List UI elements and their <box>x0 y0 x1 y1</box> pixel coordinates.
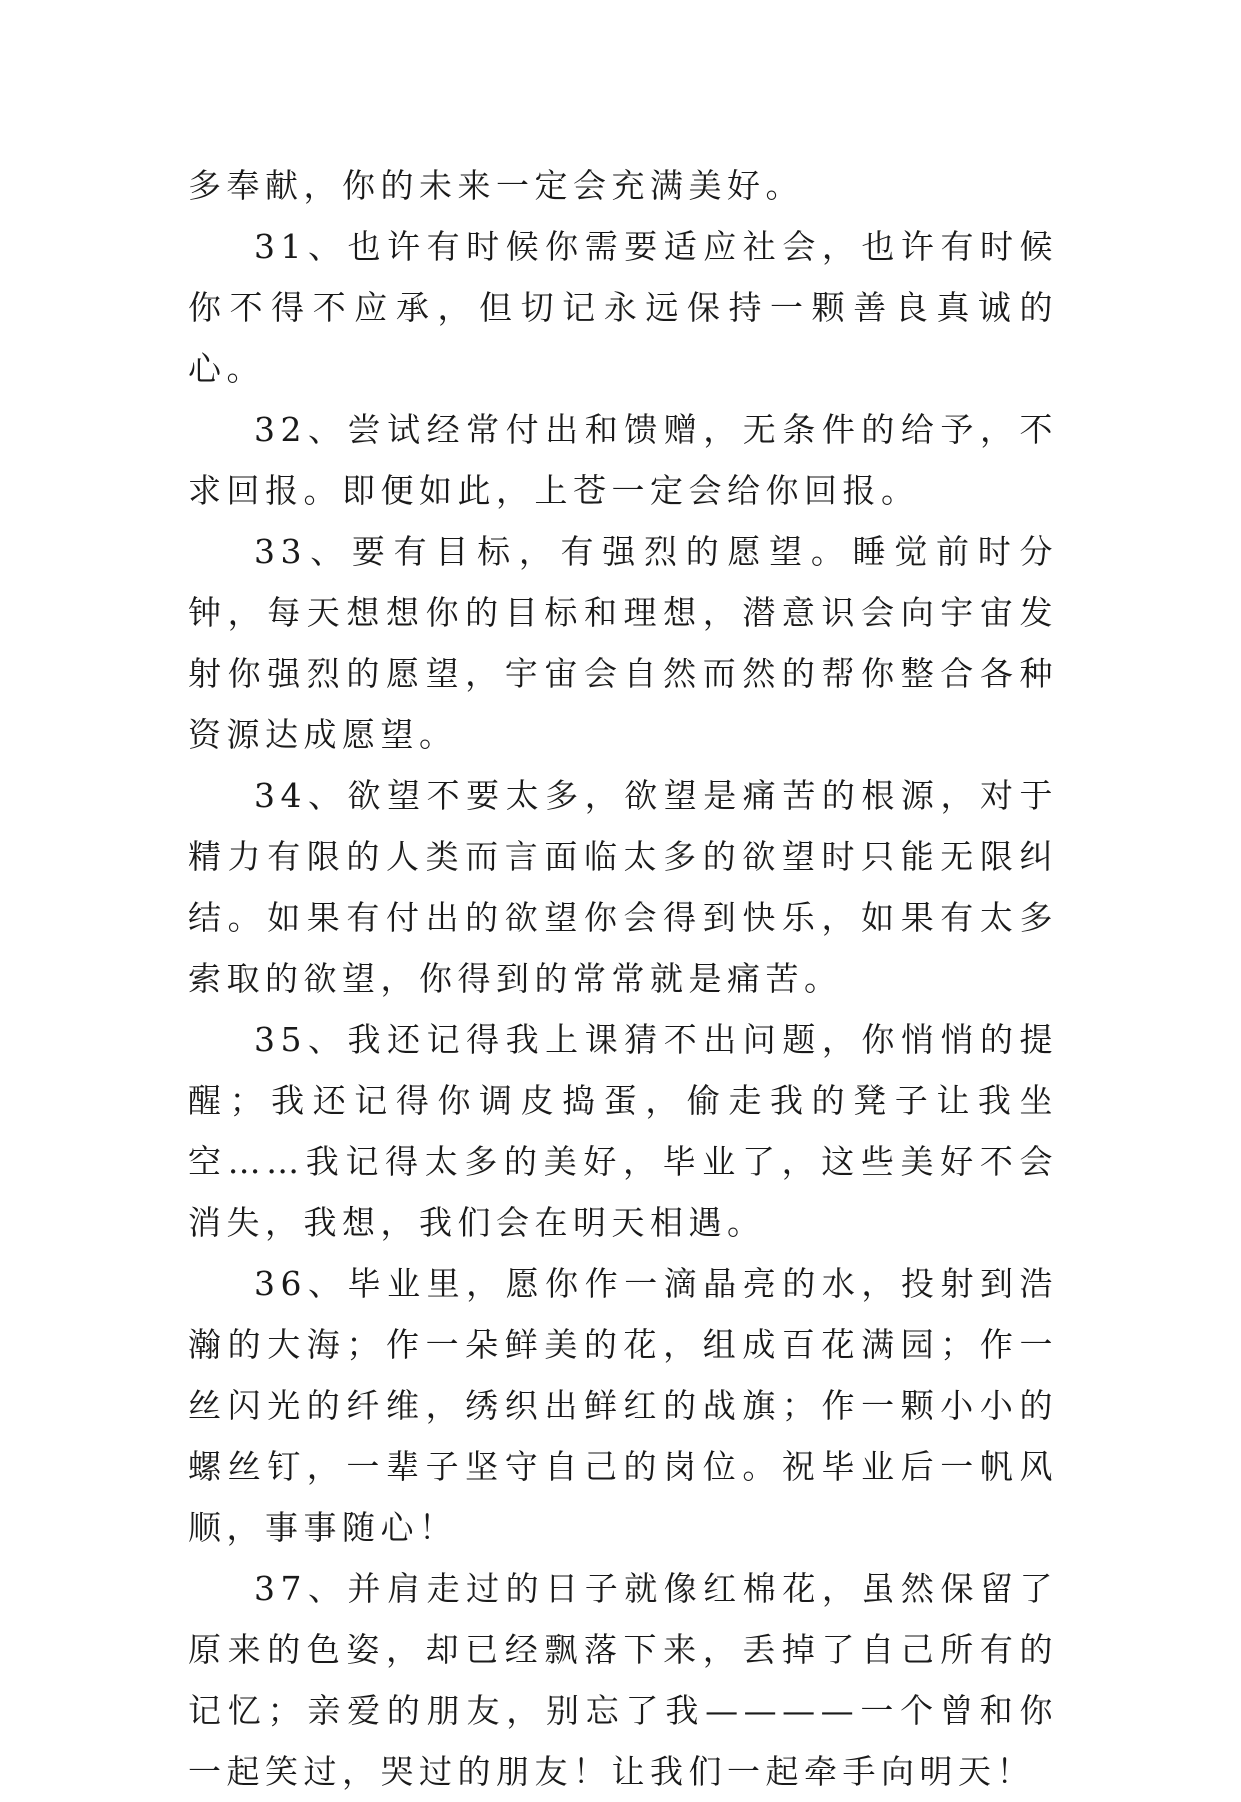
paragraph-36: 36、毕业里，愿你作一滴晶亮的水，投射到浩瀚的大海；作一朵鲜美的花，组成百花满园；作一丝闪光的纤维，绣织出鲜红的战旗；作一颗小小的螺丝钉，一辈子坚守自己的岗位。祝毕业后一帆风顺，事事随心！ <box>188 1264 1058 1547</box>
paragraph-continued: 多奉献，你的未来一定会充满美好。 <box>188 166 804 205</box>
paragraph-31: 31、也许有时候你需要适应社会，也许有时候你不得不应承，但切记永远保持一颗善良真诚的心。 <box>188 227 1058 388</box>
paragraph-32: 32、尝试经常付出和馈赠，无条件的给予，不求回报。即便如此，上苍一定会给你回报。 <box>188 410 1058 510</box>
paragraph-34: 34、欲望不要太多，欲望是痛苦的根源，对于精力有限的人类而言面临太多的欲望时只能无限纠结。如果有付出的欲望你会得到快乐，如果有太多索取的欲望，你得到的常常就是痛苦。 <box>188 776 1058 998</box>
paragraph-37: 37、并肩走过的日子就像红棉花，虽然保留了原来的色姿，却已经飘落下来，丢掉了自己所有的记忆；亲爱的朋友，别忘了我————一个曾和你一起笑过，哭过的朋友！让我们一起牵手向明天！ <box>188 1569 1058 1791</box>
paragraph-33: 33、要有目标，有强烈的愿望。睡觉前时分钟，每天想想你的目标和理想，潜意识会向宇宙发射你强烈的愿望，宇宙会自然而然的帮你整合各种资源达成愿望。 <box>188 532 1058 754</box>
document-body <box>188 155 1058 1802</box>
paragraph-35: 35、我还记得我上课猜不出问题，你悄悄的提醒；我还记得你调皮捣蛋，偷走我的凳子让我坐空……我记得太多的美好，毕业了，这些美好不会消失，我想，我们会在明天相遇。 <box>188 1020 1058 1242</box>
